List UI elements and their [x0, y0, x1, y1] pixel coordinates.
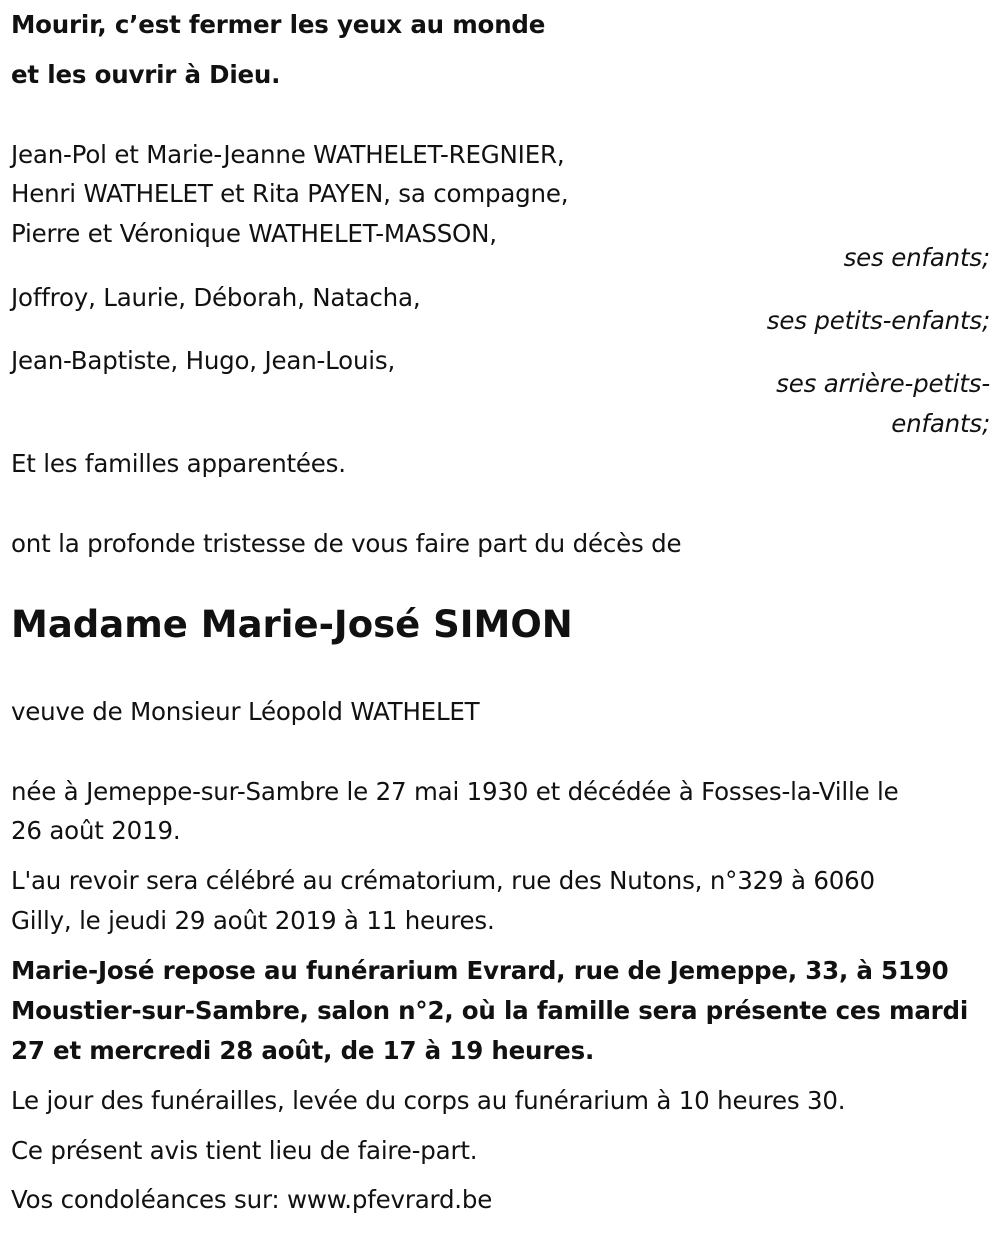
deceased-name: Madame Marie-José SIMON — [11, 603, 573, 646]
children-name-2: Henri WATHELET et Rita PAYEN, sa compagne, — [11, 179, 569, 208]
birth-death-line-1: née à Jemeppe-sur-Sambre le 27 mai 1930 et décédée à Fosses-la-Ville le — [11, 777, 899, 806]
ceremony-line-1: L'au revoir sera célébré au crématorium, rue des Nutons, n°329 à 6060 — [11, 866, 875, 895]
rest-line-3: 27 et mercredi 28 août, de 17 à 19 heures. — [11, 1036, 595, 1065]
quote-line-2: et les ouvrir à Dieu. — [11, 60, 281, 89]
birth-death-line-2: 26 août 2019. — [11, 816, 181, 845]
rest-line-2: Moustier-sur-Sambre, salon n°2, où la famille sera présente ces mardi — [11, 996, 969, 1025]
announcement-line: ont la profonde tristesse de vous faire part du décès de — [11, 529, 682, 558]
notice-line: Ce présent avis tient lieu de faire-part. — [11, 1136, 478, 1165]
great-grandchildren-role-line-1: ses arrière-petits- — [776, 369, 990, 398]
funeral-day-line: Le jour des funérailles, levée du corps au funérarium à 10 heures 30. — [11, 1086, 846, 1115]
children-name-1: Jean-Pol et Marie-Jeanne WATHELET-REGNIER, — [11, 140, 565, 169]
children-name-3: Pierre et Véronique WATHELET-MASSON, — [11, 219, 497, 248]
families-line: Et les familles apparentées. — [11, 449, 346, 478]
grandchildren-names: Joffroy, Laurie, Déborah, Natacha, — [11, 283, 421, 312]
condolences-line: Vos condoléances sur: www.pfevrard.be — [11, 1185, 493, 1214]
ceremony-line-2: Gilly, le jeudi 29 août 2019 à 11 heures. — [11, 906, 495, 935]
great-grandchildren-role-line-2: enfants; — [891, 409, 990, 438]
grandchildren-role: ses petits-enfants; — [766, 306, 990, 335]
children-role: ses enfants; — [843, 243, 990, 272]
quote-line-1: Mourir, c’est fermer les yeux au monde — [11, 10, 546, 39]
rest-line-1: Marie-José repose au funérarium Evrard, rue de Jemeppe, 33, à 5190 — [11, 956, 949, 985]
great-grandchildren-names: Jean-Baptiste, Hugo, Jean-Louis, — [11, 346, 396, 375]
spouse-line: veuve de Monsieur Léopold WATHELET — [11, 697, 480, 726]
